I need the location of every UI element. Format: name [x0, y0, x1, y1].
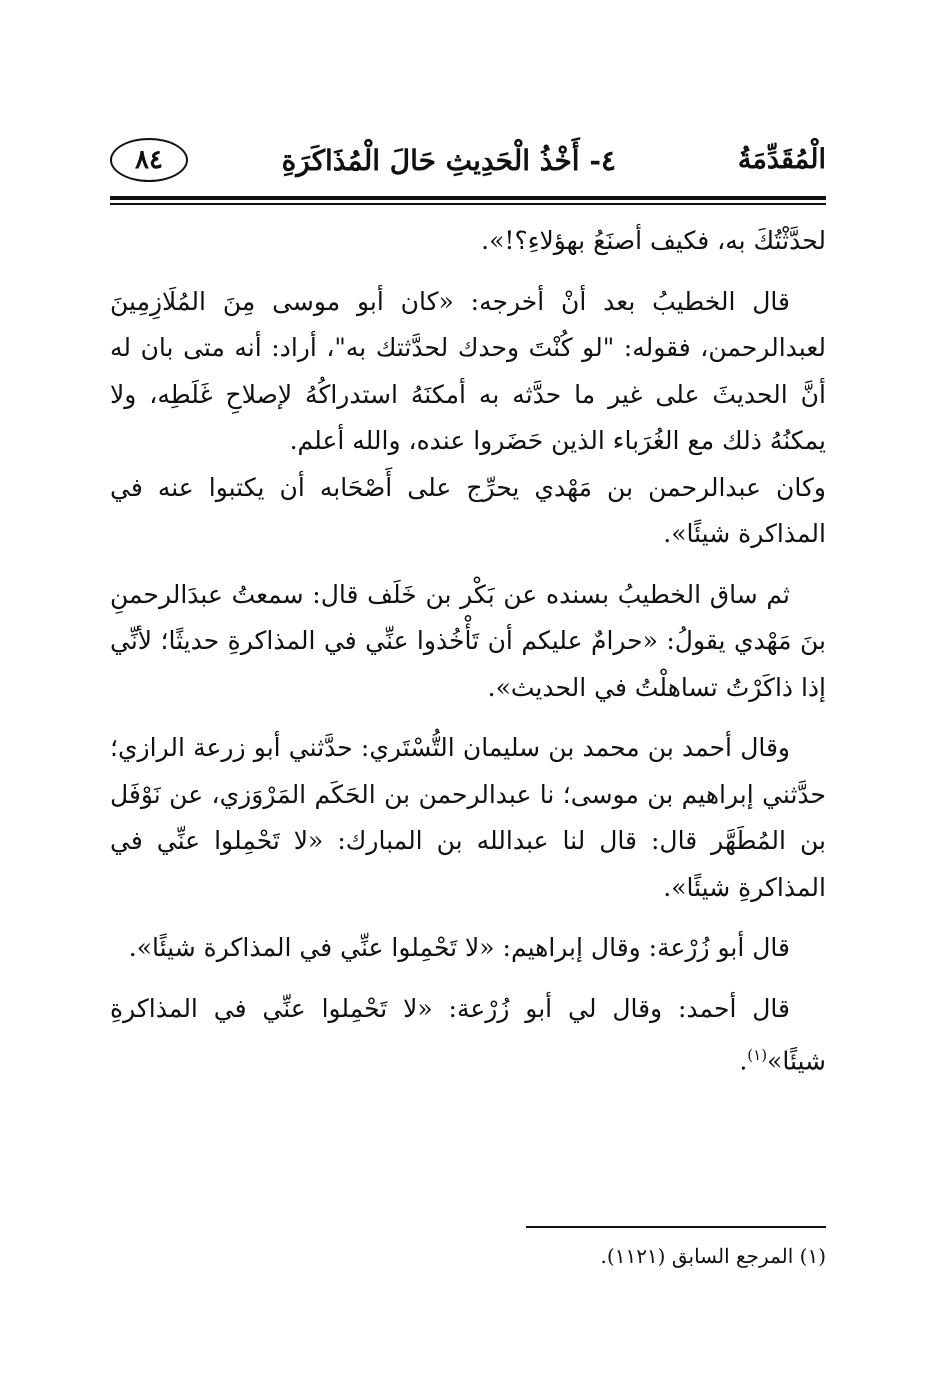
paragraph-tustari: وقال أحمد بن محمد بن سليمان التُّسْتَري: حدَّثني أبو زرعة الرازي؛ حدَّثني إبراهيم بن موسى؛ نا عبدالرحمن بن الحَكَم المَرْوَزي، عن نَوْفَل بن المُطَهَّر قال: قال لنا عبدالله بن المبارك: «لا تَحْمِلوا عنِّي في المذاكرةِ شيئًا».: [110, 733, 826, 902]
paragraph-ahmad-text: قال أحمد: وقال لي أبو زُرْعة: «لا تَحْمِلوا عنِّي في المذاكرةِ شيئًا»: [110, 993, 826, 1076]
paragraph-ahmad: قال أحمد: وقال لي أبو زُرْعة: «لا تَحْمِلوا عنِّي في المذاكرةِ شيئًا»$^{(١)}$.: [110, 993, 826, 1076]
footnote-marker: (١): [747, 1046, 768, 1064]
paragraph-ibn-mahdi: وكان عبدالرحمن بن مَهْدي يحرِّج على أَصْحَابه أن يكتبوا عنه في المذاكرة شيئًا».: [110, 472, 826, 548]
header-rule-thin: [110, 203, 826, 205]
page-number-badge: ٨٤: [110, 138, 188, 182]
footnote: (١) المرجع السابق (١١٢١).: [600, 1244, 826, 1268]
paragraph-abu-zura: قال أبو زُرْعة: وقال إبراهيم: «لا تَحْمِلوا عنِّي في المذاكرة شيئًا».: [128, 933, 790, 962]
paragraph-khatib: قال الخطيبُ بعد أنْ أخرجه: «كان أبو موسى مِنَ المُلَازِمِينَ لعبدالرحمن، فقوله: "لو كُنْتَ وحدك لحدَّثتك به"، أراد: أنه متى بان له أنَّ الحديثَ على غير ما حدَّثه به أمكنَهُ استدراكُهُ لإصلاحِ غَلَطِه، ولا يمكنُهُ ذلك مع الغُرَباء الذين حَضَروا عنده، والله أعلم.: [110, 286, 826, 455]
section-title: الْمُقَدِّمَةُ: [737, 144, 826, 175]
chapter-title: ٤- أَخْذُ الْحَدِيثِ حَالَ الْمُذَاكَرَةِ: [281, 144, 616, 177]
page-body: [110, 218, 826, 1099]
footnote-rule: [526, 1226, 826, 1228]
paragraph-bakr: ثم ساق الخطيبُ بسنده عن بَكْر بن خَلَف قال: سمعتُ عبدَالرحمنِ بنَ مَهْدي يقولُ: «حرامٌ عليكم أن تَأْخُذوا عنِّي في المذاكرةِ حديثًا؛ لأنِّي إذا ذاكَرْتُ تساهلْتُ في الحديث».: [110, 579, 826, 702]
header-rule-thick: [110, 196, 826, 200]
paragraph-continuation: لحدَّثْتُكَ به، فكيف أصنَعُ بهؤلاءِ؟!».: [481, 226, 826, 255]
page-header: [110, 138, 826, 188]
